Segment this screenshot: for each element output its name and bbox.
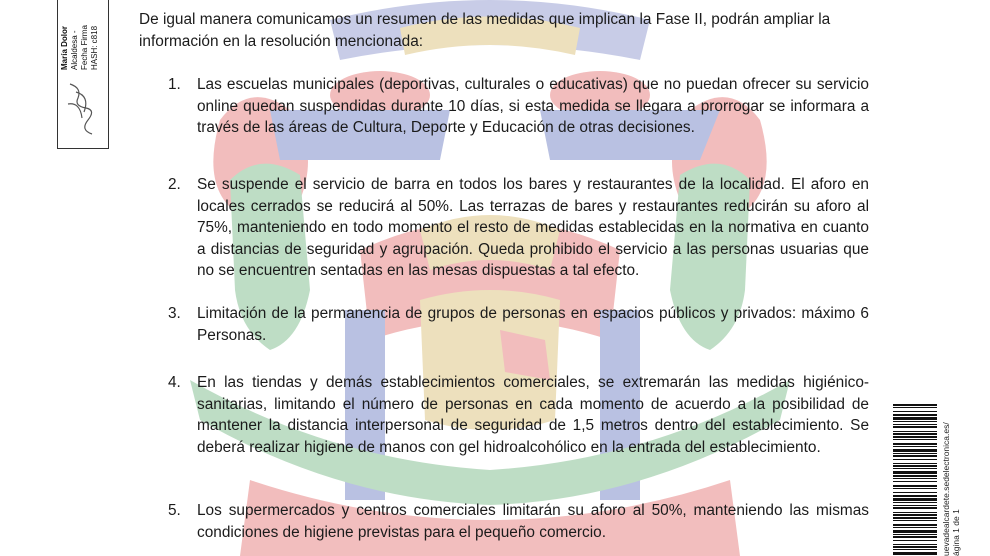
barcode-bar [893,436,937,438]
barcode-bar [893,546,937,548]
barcode-bar [893,536,937,538]
item-text: Se suspende el servicio de barra en todos los bares y restaurantes de la localidad. El aforo en locales cerrados se reducirá al 50%. Las terrazas de bares y restaurantes reducirán su aforo al 75%, manteniendo en todo momento el resto de medidas establecidas en la normativa en cuanto a distancias de seguridad y agrupación. Queda prohibido el servicio a las personas usuarias que no se encuentren sentadas en las mesas dispuestas a tal efecto. [197,176,869,280]
signature-hash: HASH: c818 [90,25,99,70]
measure-item-2 [139,174,869,282]
measure-item-3 [139,303,869,346]
barcode-bar [893,502,937,503]
barcode-bar [893,439,937,440]
barcode-bar [893,446,937,447]
measure-item-5 [139,500,869,543]
handwritten-signature [62,78,104,140]
measure-item-1 [139,74,869,139]
item-number: 5. [168,502,181,519]
digital-signature-stamp [57,0,109,149]
verification-url: uevadealcardete.sedelectronica.es/ [941,422,951,556]
barcode-bar [893,481,937,482]
barcode-bar [893,465,937,467]
barcode [893,404,937,556]
barcode-bar [893,485,937,487]
verification-barcode-area [893,392,979,556]
barcode-bar [893,552,937,555]
barcode-bar [893,544,937,545]
measure-item-4 [139,372,869,458]
barcode-bar [893,424,937,425]
intro-paragraph [139,9,879,52]
barcode-bar [893,453,937,454]
item-text: En las tiendas y demás establecimientos comerciales, se extremarán las medidas higiénico-sanitarias, limitando el número de personas en cada momento de acuerdo a la posibilidad de mantener la distancia interpersonal de seguridad de 1,5 metros dentro del establecimiento. Se deberá realizar higiene de manos con gel hidroalcohólico en la entrada del establecimiento. [197,374,869,456]
page-count: ágina 1 de 1 [951,509,961,556]
signature-metadata [60,2,106,70]
barcode-bar [893,455,937,457]
barcode-bar [893,468,937,469]
barcode-bar [893,426,937,428]
item-text: Los supermercados y centros comerciales limitarán su aforo al 50%, manteniendo las mismas condiciones de higiene previstas para el pequeño comercio. [197,502,869,541]
item-number: 3. [168,305,181,322]
barcode-bar [893,433,937,435]
barcode-bar [893,527,937,528]
barcode-bar [893,449,937,452]
barcode-bar [893,411,937,412]
barcode-bar [893,524,937,526]
barcode-bar [893,488,937,489]
intro-line-1: De igual manera comunicamos un resumen de las medidas que implican la Fase II, podrán ampliar la [139,11,831,28]
barcode-bar [893,517,937,519]
barcode-bar [893,498,937,501]
barcode-bar [893,507,937,509]
barcode-bar [893,478,937,479]
barcode-bar [893,505,937,506]
item-text: Limitación de la permanencia de grupos de personas en espacios públicos y privados: máximo 6 Personas. [197,305,869,344]
barcode-bar [893,443,937,445]
barcode-bar [893,407,937,408]
barcode-bar [893,540,937,541]
barcode-bar [893,495,937,497]
item-number: 4. [168,374,181,391]
barcode-bar [893,404,937,406]
signer-name: María Dolor [60,25,69,70]
verification-text [941,394,961,556]
item-text: Las escuelas municipales (deportivas, culturales o educativas) que no puedan ofrecer su servicio online quedan suspendidas durante 10 días, si esta medida se llegara a prorrogar se informara a través de las áreas de Cultura, Deporte y Educación de otras decisiones. [197,76,869,137]
barcode-bar [893,421,937,422]
barcode-bar [893,417,937,420]
barcode-bar [893,512,937,513]
barcode-bar [893,431,937,432]
item-number: 2. [168,176,181,193]
barcode-bar [893,471,937,474]
barcode-bar [893,520,937,521]
barcode-bar [893,414,937,416]
barcode-bar [893,475,937,477]
barcode-bar [893,534,937,535]
signer-role: Alcaldesa - [70,30,79,70]
barcode-bar [893,459,937,460]
barcode-bar [893,492,937,493]
barcode-bar [893,530,937,533]
item-number: 1. [168,76,181,93]
barcode-bar [893,514,937,516]
signature-date-label: Fecha Firma [80,25,89,70]
intro-line-2: información en la resolución mencionada: [139,32,424,50]
barcode-bar [893,463,937,464]
barcode-bar [893,549,937,550]
